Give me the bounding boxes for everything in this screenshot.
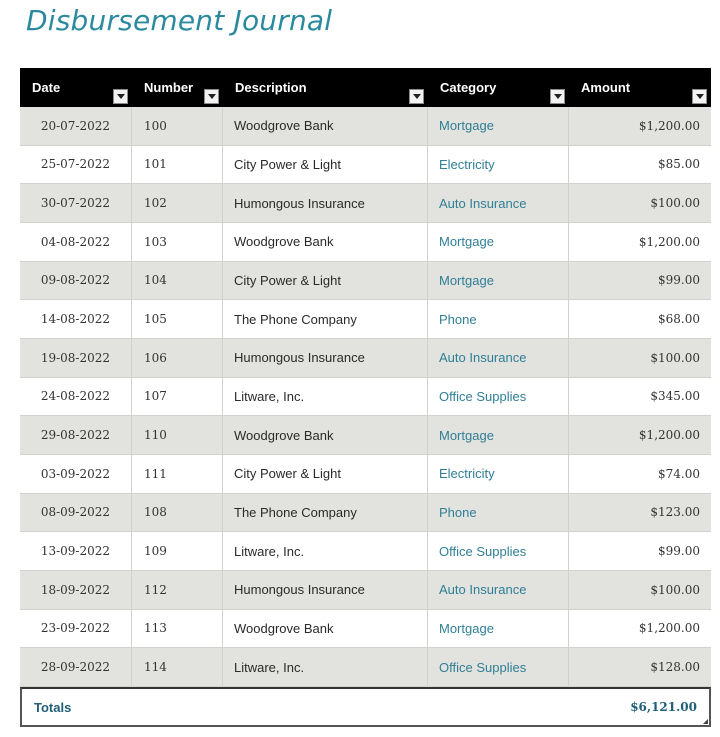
- page-title: Disbursement Journal: [26, 4, 333, 37]
- description-cell[interactable]: City Power & Light: [223, 262, 428, 301]
- number-cell[interactable]: 105: [132, 300, 223, 339]
- amount-cell[interactable]: $99.00: [569, 532, 711, 571]
- column-header-description: [223, 68, 428, 107]
- totals-label: Totals: [34, 699, 72, 715]
- description-cell[interactable]: Litware, Inc.: [223, 532, 428, 571]
- description-cell[interactable]: Woodgrove Bank: [223, 107, 428, 146]
- amount-cell[interactable]: $99.00: [569, 262, 711, 301]
- table-row: [20, 107, 711, 146]
- description-cell[interactable]: Humongous Insurance: [223, 339, 428, 378]
- date-cell[interactable]: 14-08-2022: [20, 300, 132, 339]
- category-cell[interactable]: Auto Insurance: [428, 184, 569, 223]
- table-header-row: [20, 68, 711, 107]
- date-cell[interactable]: 08-09-2022: [20, 494, 132, 533]
- table-row: [20, 262, 711, 301]
- category-cell[interactable]: Phone: [428, 300, 569, 339]
- dropdown-arrow-icon: [117, 94, 125, 99]
- category-cell[interactable]: Phone: [428, 494, 569, 533]
- filter-dropdown-button[interactable]: [550, 89, 565, 104]
- table-row: [20, 339, 711, 378]
- amount-cell[interactable]: $345.00: [569, 378, 711, 417]
- description-cell[interactable]: Woodgrove Bank: [223, 416, 428, 455]
- column-header-label: Description: [235, 80, 307, 95]
- amount-cell[interactable]: $100.00: [569, 571, 711, 610]
- category-cell[interactable]: Electricity: [428, 146, 569, 185]
- amount-cell[interactable]: $123.00: [569, 494, 711, 533]
- date-cell[interactable]: 29-08-2022: [20, 416, 132, 455]
- number-cell[interactable]: 106: [132, 339, 223, 378]
- table-row: [20, 571, 711, 610]
- description-cell[interactable]: City Power & Light: [223, 146, 428, 185]
- category-cell[interactable]: Electricity: [428, 455, 569, 494]
- category-cell[interactable]: Mortgage: [428, 262, 569, 301]
- amount-cell[interactable]: $100.00: [569, 339, 711, 378]
- table-row: [20, 223, 711, 262]
- disbursement-table: [20, 68, 711, 727]
- date-cell[interactable]: 19-08-2022: [20, 339, 132, 378]
- date-cell[interactable]: 03-09-2022: [20, 455, 132, 494]
- column-header-category: [428, 68, 569, 107]
- number-cell[interactable]: 109: [132, 532, 223, 571]
- category-cell[interactable]: Mortgage: [428, 610, 569, 649]
- description-cell[interactable]: The Phone Company: [223, 300, 428, 339]
- number-cell[interactable]: 112: [132, 571, 223, 610]
- column-header-label: Date: [32, 80, 61, 95]
- date-cell[interactable]: 09-08-2022: [20, 262, 132, 301]
- number-cell[interactable]: 114: [132, 648, 223, 687]
- date-cell[interactable]: 24-08-2022: [20, 378, 132, 417]
- table-row: [20, 146, 711, 185]
- number-cell[interactable]: 101: [132, 146, 223, 185]
- date-cell[interactable]: 28-09-2022: [20, 648, 132, 687]
- resize-handle-icon[interactable]: [703, 719, 708, 724]
- number-cell[interactable]: 110: [132, 416, 223, 455]
- table-row: [20, 184, 711, 223]
- amount-cell[interactable]: $100.00: [569, 184, 711, 223]
- number-cell[interactable]: 111: [132, 455, 223, 494]
- category-cell[interactable]: Office Supplies: [428, 532, 569, 571]
- dropdown-arrow-icon: [413, 94, 421, 99]
- filter-dropdown-button[interactable]: [692, 89, 707, 104]
- number-cell[interactable]: 102: [132, 184, 223, 223]
- dropdown-arrow-icon: [208, 94, 216, 99]
- amount-cell[interactable]: $68.00: [569, 300, 711, 339]
- table-row: [20, 378, 711, 417]
- filter-dropdown-button[interactable]: [113, 89, 128, 104]
- category-cell[interactable]: Mortgage: [428, 416, 569, 455]
- table-body: [20, 107, 711, 687]
- category-cell[interactable]: Office Supplies: [428, 648, 569, 687]
- column-header-label: Category: [440, 80, 497, 95]
- number-cell[interactable]: 108: [132, 494, 223, 533]
- description-cell[interactable]: Humongous Insurance: [223, 184, 428, 223]
- amount-cell[interactable]: $128.00: [569, 648, 711, 687]
- date-cell[interactable]: 25-07-2022: [20, 146, 132, 185]
- number-cell[interactable]: 100: [132, 107, 223, 146]
- table-row: [20, 455, 711, 494]
- number-cell[interactable]: 104: [132, 262, 223, 301]
- date-cell[interactable]: 20-07-2022: [20, 107, 132, 146]
- filter-dropdown-button[interactable]: [204, 89, 219, 104]
- totals-amount[interactable]: $6,121.00: [630, 700, 697, 714]
- category-cell[interactable]: Mortgage: [428, 223, 569, 262]
- description-cell[interactable]: City Power & Light: [223, 455, 428, 494]
- date-cell[interactable]: 18-09-2022: [20, 571, 132, 610]
- amount-cell[interactable]: $1,200.00: [569, 223, 711, 262]
- table-row: [20, 648, 711, 687]
- amount-cell[interactable]: $1,200.00: [569, 610, 711, 649]
- table-row: [20, 416, 711, 455]
- column-header-label: Amount: [581, 80, 631, 95]
- table-row: [20, 300, 711, 339]
- amount-cell[interactable]: $85.00: [569, 146, 711, 185]
- filter-dropdown-button[interactable]: [409, 89, 424, 104]
- category-cell[interactable]: Auto Insurance: [428, 339, 569, 378]
- table-row: [20, 610, 711, 649]
- dropdown-arrow-icon: [696, 94, 704, 99]
- amount-cell[interactable]: $1,200.00: [569, 107, 711, 146]
- category-cell[interactable]: Office Supplies: [428, 378, 569, 417]
- number-cell[interactable]: 103: [132, 223, 223, 262]
- description-cell[interactable]: Litware, Inc.: [223, 378, 428, 417]
- category-cell[interactable]: Auto Insurance: [428, 571, 569, 610]
- date-cell[interactable]: 23-09-2022: [20, 610, 132, 649]
- table-row: [20, 532, 711, 571]
- amount-cell[interactable]: $1,200.00: [569, 416, 711, 455]
- number-cell[interactable]: 107: [132, 378, 223, 417]
- column-header-number: [132, 68, 223, 107]
- description-cell[interactable]: Litware, Inc.: [223, 648, 428, 687]
- description-cell[interactable]: Woodgrove Bank: [223, 223, 428, 262]
- totals-row: [20, 687, 711, 727]
- description-cell[interactable]: The Phone Company: [223, 494, 428, 533]
- description-cell[interactable]: Humongous Insurance: [223, 571, 428, 610]
- column-header-date: [20, 68, 132, 107]
- description-cell[interactable]: Woodgrove Bank: [223, 610, 428, 649]
- date-cell[interactable]: 04-08-2022: [20, 223, 132, 262]
- dropdown-arrow-icon: [554, 94, 562, 99]
- category-cell[interactable]: Mortgage: [428, 107, 569, 146]
- column-header-label: Number: [144, 80, 194, 95]
- date-cell[interactable]: 13-09-2022: [20, 532, 132, 571]
- amount-cell[interactable]: $74.00: [569, 455, 711, 494]
- table-row: [20, 494, 711, 533]
- number-cell[interactable]: 113: [132, 610, 223, 649]
- column-header-amount: [569, 68, 711, 107]
- date-cell[interactable]: 30-07-2022: [20, 184, 132, 223]
